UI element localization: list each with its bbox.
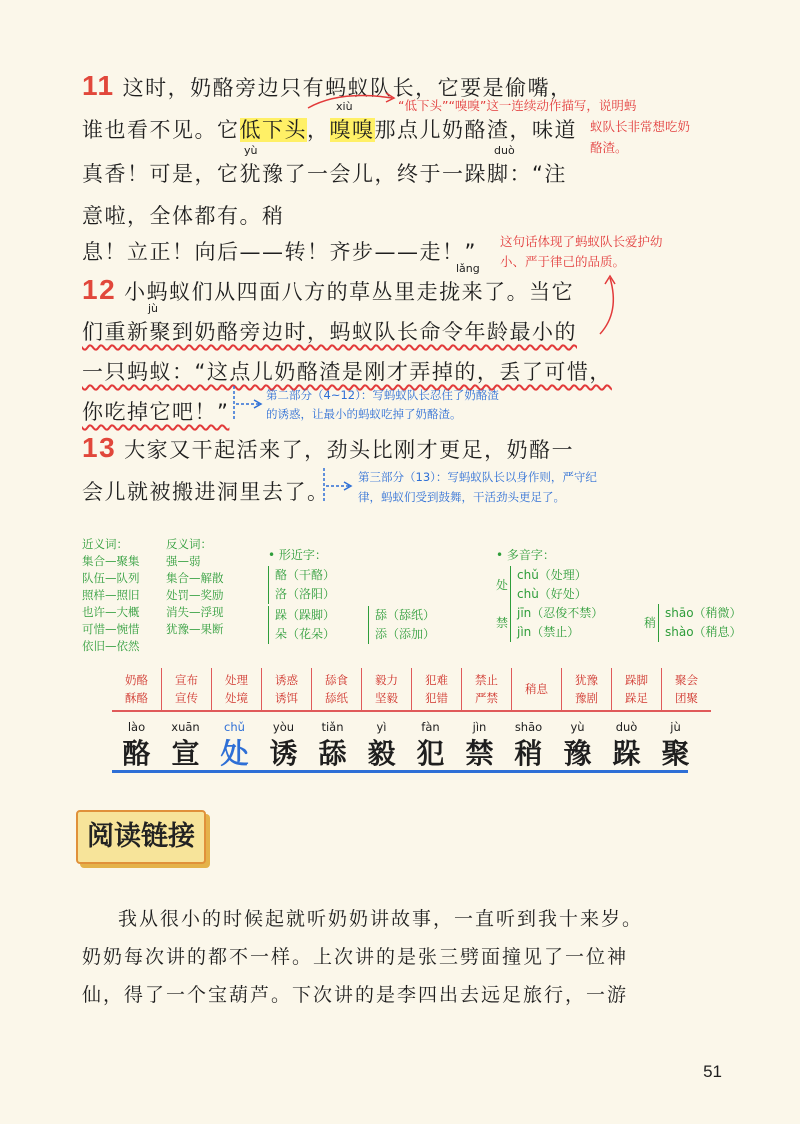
similar-chars-title: • 形近字： bbox=[268, 548, 327, 562]
word-text: 诱饵 bbox=[275, 691, 298, 705]
note-arrow-2 bbox=[596, 272, 626, 342]
red-note-1-line1: “低下头”“嗅嗅”这一连续动作描写，说明蚂 bbox=[398, 98, 637, 113]
blue-note-2-line1: 第三部分（13）：写蚂蚁队长以身作则，严守纪 bbox=[358, 470, 597, 484]
pinyin-ju: jù bbox=[148, 302, 159, 315]
word-text: 犯难 bbox=[425, 673, 448, 687]
word-text: 犯错 bbox=[425, 691, 448, 705]
character-cell bbox=[455, 720, 504, 772]
character-row-underline bbox=[112, 770, 688, 773]
word-text: 跺足 bbox=[625, 691, 648, 705]
word-text: 禁止 bbox=[475, 673, 498, 687]
pinyin-duo: duò bbox=[494, 144, 515, 157]
p11-line4: 意啦，全体都有。稍 bbox=[82, 204, 285, 228]
word-text: 坚毅 bbox=[375, 691, 398, 705]
word-text: 团聚 bbox=[675, 691, 698, 705]
p12-line2: 们重新聚到奶酪旁边时，蚂蚁队长命令年龄最小的 bbox=[82, 320, 577, 344]
word-text: 舔纸 bbox=[325, 691, 348, 705]
word-text: 奶酪 bbox=[125, 673, 148, 687]
character-glyph: 酪 bbox=[122, 737, 151, 770]
character-pinyin: tiǎn bbox=[321, 720, 344, 734]
word-cell bbox=[662, 668, 712, 711]
character-glyph: 犯 bbox=[416, 737, 445, 770]
blue-note-2-line2: 律，蚂蚁们受到鼓舞，干活劲头更足了。 bbox=[358, 490, 565, 504]
blue-bracket-2 bbox=[320, 466, 356, 506]
word-text: 跺脚 bbox=[625, 673, 648, 687]
blue-note-1-line1: 第二部分（4~12）：写蚂蚁队长忍住了奶酪渣 bbox=[266, 388, 499, 402]
p11-line1: 11 这时，奶酪旁边只有蚂蚁队长，它要是偷嘴， bbox=[82, 70, 573, 101]
word-text: 处理 bbox=[225, 673, 248, 687]
character-cell bbox=[112, 720, 161, 772]
character-glyph: 跺 bbox=[612, 737, 641, 770]
word-cell bbox=[412, 668, 462, 711]
character-glyph: 诱 bbox=[269, 737, 298, 770]
word-table bbox=[112, 668, 711, 712]
character-cell bbox=[308, 720, 357, 772]
word-text: 毅力 bbox=[375, 673, 398, 687]
word-cell bbox=[212, 668, 262, 711]
polyphonic-chu: chǔ（处理） chù（好处） bbox=[510, 566, 587, 604]
word-cell bbox=[612, 668, 662, 711]
red-note-1-line3: 酪渣。 bbox=[590, 140, 628, 155]
pinyin-yu: yù bbox=[244, 144, 258, 157]
character-cell bbox=[259, 720, 308, 772]
word-text: 处境 bbox=[225, 691, 248, 705]
similar-chars-c: 舔（舔纸） 添（添加） bbox=[368, 606, 435, 644]
character-cell bbox=[161, 720, 210, 772]
character-cell bbox=[553, 720, 602, 772]
character-pinyin: yù bbox=[570, 720, 585, 734]
polyphonic-shao: shāo（稍微） shào（稍息） bbox=[658, 604, 742, 642]
similar-chars-a: 酪（干酪） 洛（洛阳） bbox=[268, 566, 335, 604]
word-text: 宣传 bbox=[175, 691, 198, 705]
word-cell bbox=[362, 668, 412, 711]
word-text: 稍息 bbox=[525, 682, 548, 696]
character-glyph: 处 bbox=[220, 737, 249, 770]
character-glyph: 禁 bbox=[465, 737, 494, 770]
character-glyph: 稍 bbox=[514, 737, 543, 770]
polyphonic-jin-char: 禁 bbox=[496, 616, 509, 630]
word-text: 严禁 bbox=[475, 691, 498, 705]
highlight-sniff: 嗅嗅 bbox=[329, 118, 375, 142]
paragraph-number-13: 13 bbox=[82, 432, 117, 463]
synonyms-block: 近义词： 集合—聚集 队伍—队列 照样—照旧 也许—大概 可惜—惋惜 依旧—依然 bbox=[82, 537, 140, 653]
blue-bracket-1 bbox=[230, 384, 266, 424]
polyphonic-chu-char: 处 bbox=[496, 578, 509, 592]
paragraph-number-12: 12 bbox=[82, 274, 117, 305]
reading-link-title: 阅读链接 bbox=[76, 810, 206, 864]
character-pinyin: shāo bbox=[514, 720, 543, 734]
word-text: 诱惑 bbox=[275, 673, 298, 687]
character-cell bbox=[504, 720, 553, 772]
word-cell bbox=[262, 668, 312, 711]
blue-note-1-line2: 的诱惑，让最小的蚂蚁吃掉了奶酪渣。 bbox=[266, 407, 462, 421]
reading-line3: 仙，得了一个宝葫芦。下次讲的是李四出去远足旅行，一游 bbox=[82, 984, 629, 1006]
word-cell bbox=[462, 668, 512, 711]
character-pinyin: lào bbox=[127, 720, 146, 734]
page-number: 51 bbox=[703, 1062, 722, 1081]
word-text: 犹豫 bbox=[575, 673, 598, 687]
character-cell bbox=[651, 720, 700, 772]
p12-line4: 你吃掉它吧！” bbox=[82, 400, 230, 424]
word-cell bbox=[562, 668, 612, 711]
p12-line1: 12 小蚂蚁们从四面八方的草丛里走拢来了。当它 bbox=[82, 274, 575, 305]
character-cell bbox=[210, 720, 259, 772]
character-pinyin: jìn bbox=[472, 720, 487, 734]
word-text: 聚会 bbox=[675, 673, 698, 687]
reading-line1: 我从很小的时候起就听奶奶讲故事，一直听到我十来岁。 bbox=[118, 908, 644, 930]
character-glyph: 舔 bbox=[318, 737, 347, 770]
p11-line5: 息！立正！向后——转！齐步——走！” bbox=[82, 240, 477, 264]
pinyin-lang: lǎng bbox=[456, 262, 480, 275]
character-cell bbox=[357, 720, 406, 772]
red-note-2-line2: 小、严于律己的品质。 bbox=[500, 254, 626, 269]
character-pinyin: chǔ bbox=[224, 720, 245, 734]
paragraph-number-11: 11 bbox=[82, 70, 115, 101]
red-note-2-line1: 这句话体现了蚂蚁队长爱护幼 bbox=[500, 234, 663, 249]
word-cell bbox=[112, 668, 162, 711]
reading-line2: 奶奶每次讲的都不一样。上次讲的是张三劈面撞见了一位神 bbox=[82, 946, 629, 968]
character-pinyin: xuān bbox=[171, 720, 200, 734]
highlight-lower-head: 低下头 bbox=[239, 118, 307, 142]
character-pinyin: duò bbox=[615, 720, 638, 734]
word-cell bbox=[162, 668, 212, 711]
word-text: 宣布 bbox=[175, 673, 198, 687]
character-cell bbox=[602, 720, 651, 772]
p12-line3: 一只蚂蚁：“这点儿奶酪渣是刚才弄掉的，丢了可惜， bbox=[82, 360, 612, 384]
polyphonic-jin: jīn（忍俊不禁） jìn（禁止） bbox=[510, 604, 603, 642]
red-note-1-line2: 蚁队长非常想吃奶 bbox=[590, 119, 691, 134]
character-cell bbox=[406, 720, 455, 772]
polyphonic-shao-char: 稍 bbox=[644, 616, 657, 630]
character-glyph: 聚 bbox=[661, 737, 690, 770]
polyphonic-title: • 多音字： bbox=[496, 548, 555, 562]
antonyms-block: 反义词： 强—弱 集合—解散 处罚—奖励 消失—浮现 犹豫—果断 bbox=[166, 537, 224, 636]
word-text: 酥酪 bbox=[125, 691, 148, 705]
character-row bbox=[112, 720, 700, 772]
character-pinyin: yòu bbox=[272, 720, 295, 734]
word-cell bbox=[512, 668, 562, 711]
p11-line2: 谁也看不见。它低下头，嗅嗅那点儿奶酪渣，味道 bbox=[82, 118, 577, 142]
word-text: 豫剧 bbox=[575, 691, 598, 705]
character-glyph: 豫 bbox=[563, 737, 592, 770]
word-text: 舔食 bbox=[325, 673, 348, 687]
character-pinyin: fàn bbox=[421, 720, 440, 734]
word-table-row bbox=[112, 668, 711, 711]
p11-line3: 真香！可是，它犹豫了一会儿，终于一跺脚：“注 bbox=[82, 162, 567, 186]
note-arrow-1 bbox=[300, 90, 400, 110]
word-cell bbox=[312, 668, 362, 711]
pinyin-xiu: xiù bbox=[336, 100, 353, 113]
character-pinyin: yì bbox=[376, 720, 387, 734]
p13-line1: 13 大家又干起活来了，劲头比刚才更足，奶酪一 bbox=[82, 432, 575, 463]
character-glyph: 宣 bbox=[171, 737, 200, 770]
p13-line2: 会儿就被搬进洞里去了。 bbox=[82, 480, 330, 504]
character-pinyin: jù bbox=[670, 720, 681, 734]
similar-chars-b: 跺（跺脚） 朵（花朵） bbox=[268, 606, 335, 644]
character-glyph: 毅 bbox=[367, 737, 396, 770]
